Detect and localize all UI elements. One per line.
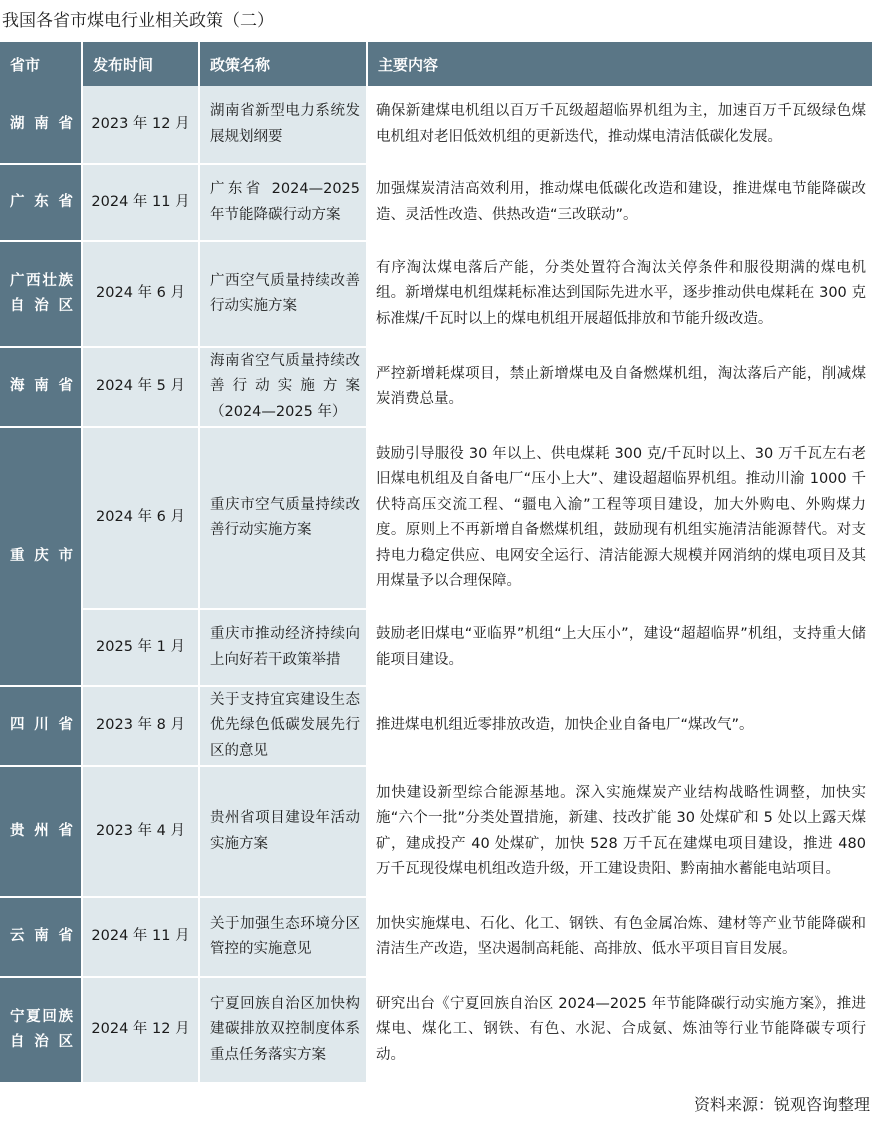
policy-name-cell: 重庆市推动经济持续向上向好若干政策举措 bbox=[199, 609, 367, 686]
policy-table bbox=[0, 42, 872, 1084]
date-cell: 2024 年 11 月 bbox=[82, 897, 199, 977]
date-cell: 2023 年 8 月 bbox=[82, 686, 199, 766]
table-row bbox=[0, 164, 872, 241]
page-title: 我国各省市煤电行业相关政策（二） bbox=[2, 11, 274, 31]
date-cell: 2024 年 11 月 bbox=[82, 164, 199, 241]
province-cell: 贵州省 bbox=[0, 766, 82, 897]
table-row bbox=[0, 766, 872, 897]
date-cell: 2024 年 6 月 bbox=[82, 241, 199, 347]
policy-name-cell: 宁夏回族自治区加快构建碳排放双控制度体系重点任务落实方案 bbox=[199, 977, 367, 1083]
province-cell: 云南省 bbox=[0, 897, 82, 977]
content-cell: 加强煤炭清洁高效利用，推动煤电低碳化改造和建设，推进煤电节能降碳改造、灵活性改造、供热改造“三改联动”。 bbox=[367, 164, 872, 241]
table-row bbox=[0, 977, 872, 1083]
date-cell: 2023 年 12 月 bbox=[82, 86, 199, 164]
table-header-row bbox=[0, 42, 872, 86]
table-row bbox=[0, 427, 872, 609]
content-cell: 有序淘汰煤电落后产能，分类处置符合淘汰关停条件和服役期满的煤电机组。新增煤电机组煤耗标准达到国际先进水平，逐步推动供电煤耗在 300 克标准煤/千瓦时以上的煤电机组开展超低排放和节能升级改造。 bbox=[367, 241, 872, 347]
table-row bbox=[0, 86, 872, 164]
content-cell: 推进煤电机组近零排放改造，加快企业自备电厂“煤改气”。 bbox=[367, 686, 872, 766]
date-cell: 2024 年 5 月 bbox=[82, 347, 199, 427]
province-cell: 重庆市 bbox=[0, 427, 82, 686]
header-province: 省市 bbox=[0, 42, 82, 86]
policy-name-cell: 湖南省新型电力系统发展规划纲要 bbox=[199, 86, 367, 164]
content-cell: 加快实施煤电、石化、化工、钢铁、有色金属冶炼、建材等产业节能降碳和清洁生产改造，坚决遏制高耗能、高排放、低水平项目盲目发展。 bbox=[367, 897, 872, 977]
province-cell: 宁夏回族自治区 bbox=[0, 977, 82, 1083]
policy-name-cell: 重庆市空气质量持续改善行动实施方案 bbox=[199, 427, 367, 609]
header-main-content: 主要内容 bbox=[367, 42, 872, 86]
header-policy-name: 政策名称 bbox=[199, 42, 367, 86]
table-row bbox=[0, 347, 872, 427]
province-cell: 四川省 bbox=[0, 686, 82, 766]
content-cell: 研究出台《宁夏回族自治区 2024—2025 年节能降碳行动实施方案》，推进煤电、煤化工、钢铁、有色、水泥、合成氨、炼油等行业节能降碳专项行动。 bbox=[367, 977, 872, 1083]
policy-name-cell: 关于加强生态环境分区管控的实施意见 bbox=[199, 897, 367, 977]
policy-name-cell: 贵州省项目建设年活动实施方案 bbox=[199, 766, 367, 897]
date-cell: 2024 年 6 月 bbox=[82, 427, 199, 609]
province-cell: 广西壮族自治区 bbox=[0, 241, 82, 347]
content-cell: 加快建设新型综合能源基地。深入实施煤炭产业结构战略性调整，加快实施“六个一批”分类处置措施，新建、技改扩能 30 处煤矿和 5 处以上露天煤矿，建成投产 40 处煤矿，加快 528 万千瓦在建煤电项目建设，推进 480 万千瓦现役煤电机组改造升级，开工建设贵阳、黔南抽水蓄能电站项目。 bbox=[367, 766, 872, 897]
province-cell: 海南省 bbox=[0, 347, 82, 427]
content-cell: 确保新建煤电机组以百万千瓦级超超临界机组为主，加速百万千瓦级绿色煤电机组对老旧低效机组的更新迭代，推动煤电清洁低碳化发展。 bbox=[367, 86, 872, 164]
table-row bbox=[0, 241, 872, 347]
table-row bbox=[0, 686, 872, 766]
table-row bbox=[0, 897, 872, 977]
date-cell: 2025 年 1 月 bbox=[82, 609, 199, 686]
table-row bbox=[0, 609, 872, 686]
content-cell: 严控新增耗煤项目，禁止新增煤电及自备燃煤机组，淘汰落后产能，削减煤炭消费总量。 bbox=[367, 347, 872, 427]
province-cell: 广东省 bbox=[0, 164, 82, 241]
policy-name-cell: 广东省 2024—2025 年节能降碳行动方案 bbox=[199, 164, 367, 241]
content-cell: 鼓励引导服役 30 年以上、供电煤耗 300 克/千瓦时以上、30 万千瓦左右老旧煤电机组及自备电厂“压小上大”、建设超超临界机组。推动川渝 1000 千伏特高压交流工程、“疆电入渝”工程等项目建设，加大外购电、外购煤力度。原则上不再新增自备燃煤机组，鼓励现有机组实施清洁能源替代。对支持电力稳定供应、电网安全运行、清洁能源大规模并网消纳的煤电项目及其用煤量予以合理保障。 bbox=[367, 427, 872, 609]
source-note: 资料来源：锐观咨询整理 bbox=[693, 1095, 870, 1114]
policy-name-cell: 广西空气质量持续改善行动实施方案 bbox=[199, 241, 367, 347]
header-date: 发布时间 bbox=[82, 42, 199, 86]
content-cell: 鼓励老旧煤电“亚临界”机组“上大压小”，建设“超超临界”机组，支持重大储能项目建设。 bbox=[367, 609, 872, 686]
date-cell: 2024 年 12 月 bbox=[82, 977, 199, 1083]
policy-name-cell: 海南省空气质量持续改善行动实施方案（2024—2025 年） bbox=[199, 347, 367, 427]
policy-name-cell: 关于支持宜宾建设生态优先绿色低碳发展先行区的意见 bbox=[199, 686, 367, 766]
date-cell: 2023 年 4 月 bbox=[82, 766, 199, 897]
province-cell: 湖南省 bbox=[0, 86, 82, 164]
